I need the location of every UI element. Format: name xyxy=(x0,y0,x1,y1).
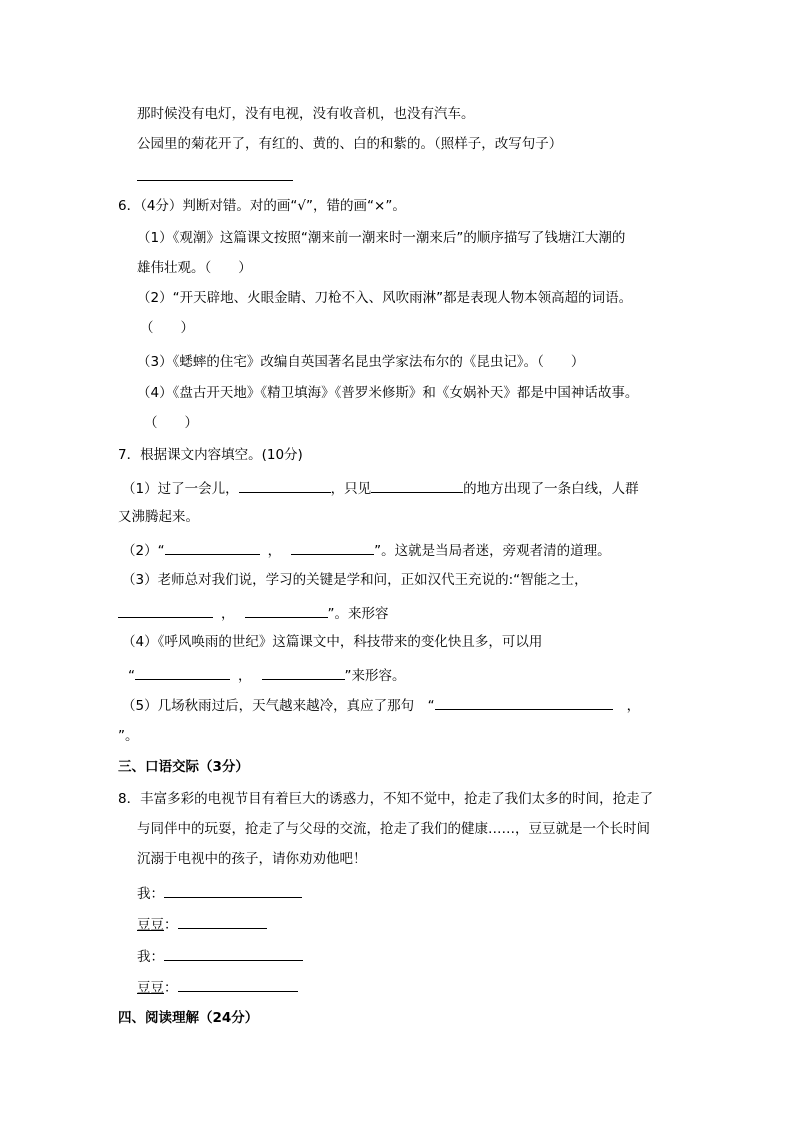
q7-item-1-cont: 又沸腾起来。 xyxy=(118,509,199,525)
q7-item-2 xyxy=(122,540,611,558)
q8-line-2: 与同伴中的玩耍，抢走了与父母的交流，抢走了我们的健康……，豆豆就是一个长时间 xyxy=(137,821,650,837)
q6-item-4-cont[interactable]: （ ） xyxy=(144,415,198,431)
section-4-heading: 四、阅读理解（24分） xyxy=(118,1010,259,1026)
label: 我： xyxy=(137,886,164,902)
section-3-heading: 三、口语交际（3分） xyxy=(118,759,249,775)
q7-item-4-cont xyxy=(128,665,406,683)
q6-item-3[interactable]: （3）《蟋蟀的住宅》改编自英国著名昆虫学家法布尔的《昆虫记》。（ ） xyxy=(137,354,585,370)
q7-item-3-cont xyxy=(118,603,389,621)
blank[interactable] xyxy=(371,478,463,493)
blank[interactable] xyxy=(435,695,613,710)
text: ”来形容。 xyxy=(344,668,406,684)
dialogue-doudou-2 xyxy=(137,977,298,995)
q5-prompt: 公园里的菊花开了，有红的、黄的、白的和紫的。（照样子，改写句子） xyxy=(137,136,563,152)
text: ， xyxy=(267,543,282,559)
q6-title: 6．（4分）判断对错。对的画“√”，错的画“×”。 xyxy=(118,198,406,214)
colon: ： xyxy=(164,980,178,996)
blank[interactable] xyxy=(165,540,260,555)
q7-item-1 xyxy=(122,478,639,496)
text: ， xyxy=(221,606,235,622)
blank[interactable] xyxy=(118,603,213,618)
q8-line-1: 8．丰富多彩的电视节目有着巨大的诱惑力，不知不觉中，抢走了我们太多的时间，抢走了 xyxy=(118,791,654,807)
q8-line-3: 沉溺于电视中的孩子，请你劝劝他吧！ xyxy=(137,851,367,867)
answer-blank[interactable] xyxy=(178,914,267,929)
q7-item-3: （3）老师总对我们说，学习的关键是学和问，正如汉代王充说的:“智能之士， xyxy=(122,572,588,588)
dialogue-me-1 xyxy=(137,883,302,901)
q7-item-4: （4）《呼风唤雨的世纪》这篇课文中，科技带来的变化快且多，可以用 xyxy=(122,634,543,650)
q6-item-4: （4）《盘古开天地》《精卫填海》《普罗米修斯》和《女娲补天》都是中国神话故事。 xyxy=(137,385,639,401)
text: 的地方出现了一条白线，人群 xyxy=(463,481,639,497)
blank[interactable] xyxy=(245,603,328,618)
blank[interactable] xyxy=(262,665,345,680)
q6-item-2-cont[interactable]: （ ） xyxy=(140,320,194,336)
text: ，只见 xyxy=(330,481,372,497)
text: （1）过了一会儿， xyxy=(122,481,239,497)
text: ”。来形容 xyxy=(327,606,389,622)
dialogue-doudou-1 xyxy=(137,914,267,932)
label: 我： xyxy=(137,949,164,965)
q6-item-1: （1）《观潮》这篇课文按照“潮来前一潮来时一潮来后”的顺序描写了钱塘江大潮的 xyxy=(137,230,626,246)
text: ， xyxy=(238,668,252,684)
q7-item-5 xyxy=(122,695,640,713)
answer-blank[interactable] xyxy=(178,977,298,992)
q6-item-2: （2）“开天辟地、火眼金睛、刀枪不入、风吹雨淋”都是表现人物本领高超的词语。 xyxy=(137,290,633,306)
text: ， xyxy=(626,698,641,714)
q7-item-5-cont: ”。 xyxy=(118,728,139,744)
answer-blank[interactable] xyxy=(164,946,303,961)
blank[interactable] xyxy=(135,665,230,680)
q7-title: 7．根据课文内容填空。(10分) xyxy=(118,447,303,463)
text: ”。这就是当局者迷，旁观者清的道理。 xyxy=(374,543,611,559)
label: 豆豆 xyxy=(137,980,164,996)
q6-item-1-cont[interactable]: 雄伟壮观。（ ） xyxy=(137,260,252,276)
text: （5）几场秋雨过后，天气越来越冷，真应了那句 “ xyxy=(122,698,435,714)
q5-answer-blank[interactable] xyxy=(137,166,293,184)
text: （2）“ xyxy=(122,543,165,559)
dialogue-me-2 xyxy=(137,946,303,964)
blank[interactable] xyxy=(239,478,331,493)
q5-example: 那时候没有电灯，没有电视，没有收音机，也没有汽车。 xyxy=(137,106,475,122)
text: “ xyxy=(128,668,135,684)
colon: ： xyxy=(164,917,178,933)
answer-blank[interactable] xyxy=(164,883,302,898)
blank[interactable] xyxy=(291,540,374,555)
label: 豆豆 xyxy=(137,917,164,933)
